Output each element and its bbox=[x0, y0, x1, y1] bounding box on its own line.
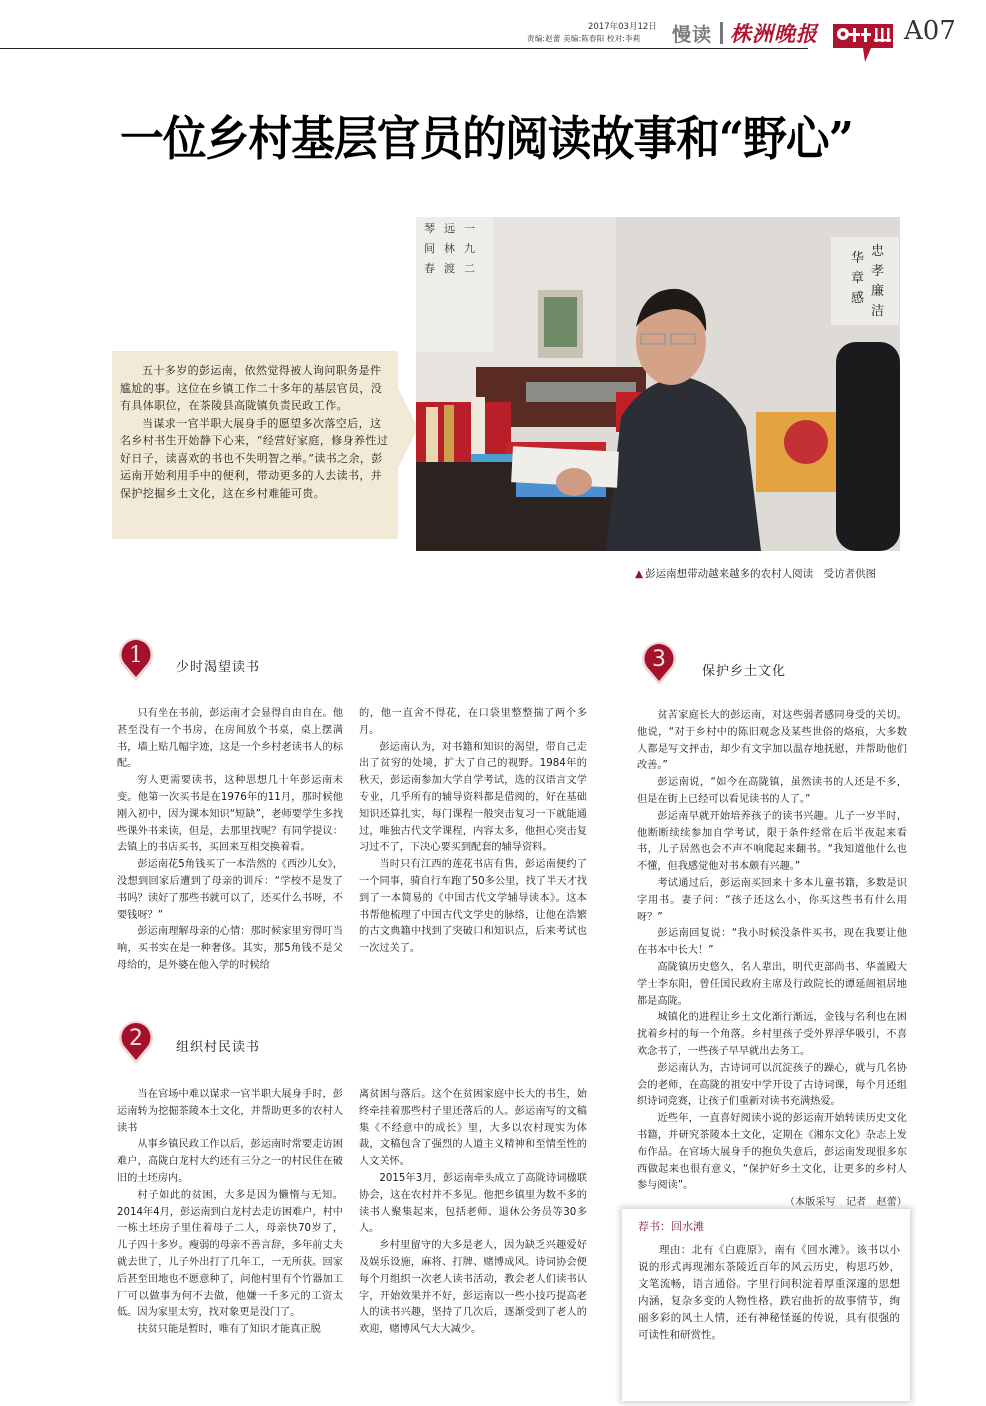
paragraph: 城镇化的进程让乡土文化渐行渐远，金钱与名利也在困扰着乡村的每一个角落。乡村里孩子受外界浮华吸引，不喜欢念书了，一些孩子早早就出去务工。 bbox=[637, 1012, 907, 1057]
intro-paragraph: 当谋求一官半职大展身手的愿望多次落空后，这名乡村书生开始静下心来，“经营好家庭，修身养性过好日子，读喜欢的书也不失明智之举。”读书之余，彭运南开始利用手中的便利，带动更多的人去读书，并保护挖掘乡土文化，这在乡村难能可贵。 bbox=[120, 416, 389, 500]
section-badge-1-icon bbox=[117, 632, 155, 682]
section-number: 1 bbox=[129, 643, 143, 668]
paragraph: 高陇镇历史悠久，名人辈出，明代吏部尚书、华盖殿大学士李东阳，曾任国民政府主席及行政院长的谭延闿祖居地都是高陇。 bbox=[637, 961, 907, 1007]
section-title: 少时渴望读书 bbox=[176, 660, 261, 675]
recommendation-text bbox=[638, 1242, 900, 1344]
svg-text:林: 林 bbox=[444, 242, 455, 255]
section-2-column-1 bbox=[117, 1087, 343, 1339]
section-number: 3 bbox=[652, 647, 666, 672]
section-title: 组织村民读书 bbox=[176, 1040, 261, 1055]
section-title: 保护乡土文化 bbox=[702, 664, 787, 679]
paragraph: 贫苦家庭长大的彭运南，对这些弱者感同身受的关切。他说，“对于乡村中的陈旧观念及某些世俗的烙痕，大多数人都是写文抨击，却少有文字加以温存地抚慰，并帮助他们改善。” bbox=[637, 710, 907, 772]
paragraph: 扶贫只能是暂时，唯有了知识才能真正脱 bbox=[137, 1324, 321, 1336]
paragraph: 彭运南回复说：“我小时候没条件买书，现在我要让他在书本中长大！” bbox=[637, 928, 907, 957]
header-separator bbox=[720, 22, 723, 44]
svg-text:二: 二 bbox=[464, 262, 475, 275]
issue-date: 2017年03月12日 bbox=[588, 22, 657, 32]
svg-text:间: 间 bbox=[424, 242, 435, 255]
photo-illustration bbox=[416, 217, 900, 551]
paragraph: 的，他一直舍不得花，在口袋里整整揣了两个多月。 bbox=[359, 708, 587, 736]
caption-text: 彭运南想带动越来越多的农村人阅读 受访者供图 bbox=[645, 568, 877, 580]
paragraph: 2015年3月，彭运南牵头成立了高陇诗词楹联协会，这在农村并不多见。他把乡镇里为数不多的读书人聚集起来，包括老师、退休公务员等30多人。 bbox=[359, 1172, 587, 1235]
paragraph: 彭运南早就开始培养孩子的读书兴趣。儿子一岁半时，他断断续续参加自学考试，限于条件经常在后半夜起来看书，儿子居然也会不声不响爬起来翻书。“我知道他什么也不懂，但我感觉他对书本颇有兴趣。” bbox=[637, 810, 907, 873]
svg-text:廉: 廉 bbox=[871, 284, 885, 299]
caption-triangle-icon: ▲ bbox=[635, 568, 644, 580]
byline: （本版采写 记者 赵蕾） bbox=[784, 1197, 907, 1209]
svg-text:一: 一 bbox=[464, 222, 475, 235]
headline: 一位乡村基层官员的阅读故事和“野心” bbox=[120, 112, 853, 167]
section-label: 慢读 bbox=[672, 24, 713, 46]
paragraph: 只有坐在书前，彭运南才会显得自由自在。他甚至没有一个书房，在房间放个书桌，桌上摆满书，墙上贴几幅字迹，这是一个乡村老读书人的标配。 bbox=[117, 708, 343, 770]
section-number: 2 bbox=[129, 1026, 143, 1051]
paragraph: 乡村里留守的大多是老人，因为缺乏兴趣爱好及娱乐设施，麻将、打牌、赌博成风。诗词协会便每个月组织一次老人读书活动，教会老人们读书认字，开始效果并不好，彭运南以一些小技巧提高老人的读书兴趣，坚持了几次后，逐渐受到了老人的欢迎，赌博风气大大减少。 bbox=[359, 1240, 587, 1336]
paragraph: 彭运南认为，对书籍和知识的渴望，带自己走出了贫穷的处境，扩大了自己的视野。1984年的秋天，彭运南参加大学自学考试，选的汉语言文学专业，几乎所有的辅导资料都是借阅的，好在基础知识还算扎实，每门课程一般突击复习一下就能通过，唯独古代文学课程，内容太多，他担心突击复习过不了，下决心要买到配套的辅导资料。 bbox=[359, 741, 587, 854]
paragraph: 彭运南说，“如今在高陇镇，虽然读书的人还是不多，但是在街上已经可以看见读书的人了。” bbox=[637, 777, 907, 805]
section-2-column-2 bbox=[359, 1087, 587, 1339]
svg-text:感: 感 bbox=[851, 291, 865, 306]
intro-paragraph: 五十多岁的彭运南，依然觉得被人询问职务是件尴尬的事。这位在乡镇工作二十多年的基层官员，没有具体职位，在茶陵县高陇镇负责民政工作。 bbox=[120, 364, 383, 412]
paragraph: 彭运南理解母亲的心情：那时候家里穷得叮当响，买书实在是一种奢侈。其实，那5角钱不是父母给的，是外婆在他入学的时候给 bbox=[117, 926, 343, 971]
svg-text:章: 章 bbox=[851, 271, 865, 286]
svg-text:春: 春 bbox=[424, 262, 435, 275]
recommendation-paragraph: 理由：北有《白鹿原》，南有《回水滩》。该书以小说的形式再现湘东茶陵近百年的风云历史，构思巧妙，文笔流畅，语言通俗。字里行间积淀着厚重深邃的思想内涵，复杂多变的人物性格，跌宕曲折的故事情节，绚丽多彩的风土人情，还有神秘怪诞的传说，具有很强的可读性和研赏性。 bbox=[638, 1244, 900, 1341]
page-number: A07 bbox=[904, 16, 956, 46]
calligraphy-scroll-left bbox=[424, 222, 475, 275]
paragraph: 村子如此的贫困，大多是因为懒惰与无知。2014年4月，彭运南到白龙村去走访困难户，村中一栋土坯房子里住着母子二人，母亲快70岁了，儿子四十多岁。瘦弱的母亲不善言辞，多年前丈夫就去世了，儿子外出打了几年工，一无所获。回家后甚至田地也不愿意种了，问他村里有个竹器加工厂可以做事为何不去做，他嫌一千多元的工资太低。因为家里太穷，找对象更是没门了。 bbox=[117, 1189, 343, 1319]
intro-text bbox=[120, 362, 390, 502]
section-1-column-1 bbox=[117, 706, 343, 975]
photo-caption bbox=[635, 566, 876, 581]
svg-text:九: 九 bbox=[464, 242, 475, 255]
svg-text:琴: 琴 bbox=[424, 222, 435, 235]
paragraph: 穷人更需要读书，这种思想几十年彭运南未变。他第一次买书是在1976年的11月，那时候他刚入初中，因为课本知识“短缺”，老师要学生多找些课外书来读，但是，去那里找呢？有同学提议：去镇上的书店买书，买回来互相交换着看。 bbox=[117, 775, 343, 854]
svg-text:华: 华 bbox=[851, 251, 865, 266]
header-rule bbox=[0, 48, 808, 49]
paragraph: 从事乡镇民政工作以后，彭运南时常要走访困难户，高陇白龙村大约还有三分之一的村民住在破旧的土坯房内。 bbox=[117, 1139, 343, 1184]
intro-pointer bbox=[398, 388, 418, 468]
paragraph: 考试通过后，彭运南买回来十多本儿童书籍，多数是识字用书。妻子问：“孩子还这么小，你买这些书有什么用呀？” bbox=[637, 877, 907, 923]
svg-text:渡: 渡 bbox=[444, 262, 455, 275]
section-badge-3-icon bbox=[640, 636, 678, 686]
newspaper-logo-icon bbox=[831, 20, 897, 64]
article-photo bbox=[416, 217, 900, 551]
paragraph: 彭运南认为，古诗词可以沉淀孩子的躁心，就与几名协会的老师，在高陇的祖安中学开设了古诗词课，每个月还组织诗词竞赛，让孩子们重新对读书充满热爱。 bbox=[637, 1062, 907, 1108]
svg-text:远: 远 bbox=[444, 222, 455, 235]
paragraph: 近些年，一直喜好阅读小说的彭运南开始转读历史文化书籍，并研究茶陵本土文化，定期在《湘东文化》杂志上发布作品。在官场大展身手的抱负失意后，彭运南发现很多东西做起来也很有意义，“保护好乡土文化，让更多的乡村人参与阅读”。 bbox=[637, 1113, 907, 1192]
section-1-column-2 bbox=[359, 706, 587, 958]
staff-credits: 责编:赵蕾 美编:陈春阳 校对:李莉 bbox=[527, 34, 641, 43]
svg-text:孝: 孝 bbox=[871, 264, 885, 279]
paragraph: 彭运南花5角钱买了一本浩然的《西沙儿女》，没想到回家后遭到了母亲的训斥：“学校不是发了书吗？读好了那些书就可以了，还买什么书呀，不要钱呀？” bbox=[117, 859, 343, 921]
section-badge-2-icon bbox=[117, 1015, 155, 1065]
paragraph: 当在官场中难以谋求一官半职大展身手时，彭运南转为挖掘茶陵本土文化，并帮助更多的农村人读书 bbox=[117, 1089, 343, 1134]
recommendation-title: 荐书：回水滩 bbox=[638, 1220, 704, 1233]
svg-text:忠: 忠 bbox=[871, 244, 885, 259]
section-3-column-1 bbox=[637, 708, 907, 1212]
svg-text:洁: 洁 bbox=[871, 304, 885, 319]
paragraph: 离贫困与落后。这个在贫困家庭中长大的书生，始终牵挂着那些村子里还落后的人。彭运南写的文稿集《不经意中的成长》里，大多以农村现实为体裁，文稿包含了强烈的人道主义精神和至情至性的人文关怀。 bbox=[359, 1089, 587, 1168]
paragraph: 当时只有江西的莲花书店有售，彭运南便约了一个同事，骑自行车跑了50多公里，找了半天才找到了一本简易的《中国古代文学辅导读本》。这本书帮他梳理了中国古代文学史的脉络，让他在浩繁的古文典籍中找到了突破口和知识点，后来考试也一次过关了。 bbox=[359, 859, 587, 955]
newspaper-name: 株洲晚报 bbox=[730, 21, 818, 46]
